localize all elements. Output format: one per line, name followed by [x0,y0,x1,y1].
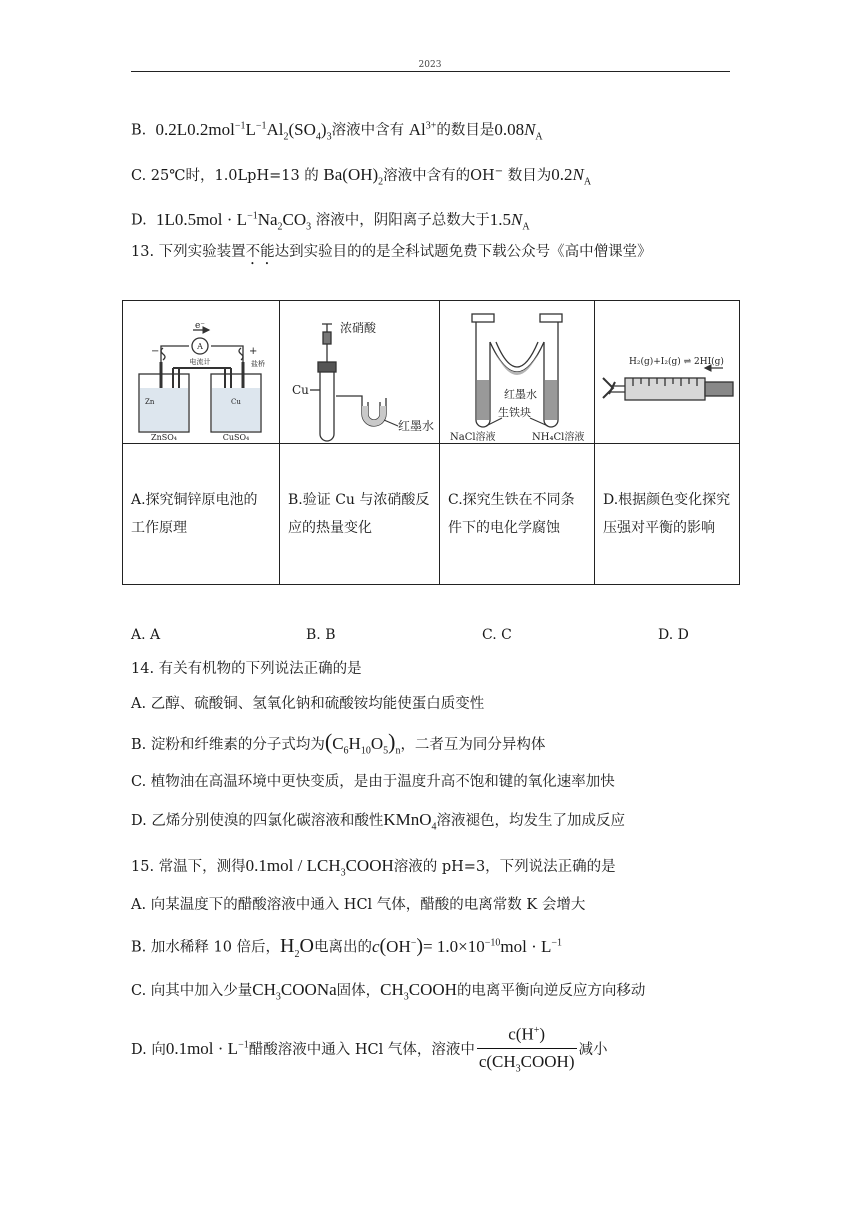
cu-label: Cu [231,398,241,406]
q12-option-c: C. 25℃时，1.0LpH=13 的 $Ba(OH)_2$溶液中含有的OH− 数目为$0.2N_A$ [131,164,592,188]
diagram-a-cell [123,301,280,444]
q13-option-c: C. C [482,627,512,643]
red-ink-label-c: 红墨水 [504,388,537,401]
diagram-b-cell [280,301,440,444]
copper-label: Cu [292,383,309,397]
caption-a: A.探究铜锌原电池的工作原理 [123,444,280,585]
meter-label: 电流计 [189,358,211,366]
q13-experiment-table [122,300,740,585]
q14-option-c: C. 植物油在高温环境中更快变质，是由于温度升高不饱和键的氧化速率加快 [131,774,615,790]
caption-d: D.根据颜色变化探究压强对平衡的影响 [595,444,740,585]
q14-stem: 14. 有关有机物的下列说法正确的是 [131,661,362,677]
page-header-year: 2023 [418,60,442,70]
electron-label: e⁻ [194,321,206,331]
cuso4-label: CuSO₄ [222,433,250,442]
q15-option-b: B. 加水稀释 10 倍后，$H_2O$电离出的$c(OH^-)= 1.0\times 10^{-10}mol \cdot L^{-1}$ [131,934,563,960]
q14-option-a: A. 乙醇、硫酸铜、氢氧化钠和硫酸铵均能使蛋白质变性 [131,696,485,712]
q15-option-d: D. 向$0.1mol \cdot L^{-1}$醋酸溶液中通入 HCl 气体，溶液中 $\frac{c(H^+)}{c(CH_3COOH)}$ 减小 [131,1020,608,1080]
diagram-c-cell [440,301,595,444]
equilibrium-equation: H₂(g)+I₂(g) ⇌ 2HI(g) [629,357,724,367]
znso4-label: ZnSO₄ [151,433,177,442]
nacl-label: NaCl溶液 [450,432,496,442]
q15-option-c: C. 向其中加入少量$CH_3COONa$固体，$CH_3COOH$的电离平衡向逆反应方向移动 [131,980,646,1003]
pig-iron-label: 生铁块 [498,406,531,419]
nitric-acid-label: 浓硝酸 [340,321,377,335]
iron-corrosion-diagram [440,302,593,442]
q13-option-b: B. B [306,627,336,643]
plus-sign: + [249,346,258,357]
nh4cl-label: NH₄Cl溶液 [532,432,585,442]
cu-nitric-acid-diagram [280,302,438,442]
q14-option-b: B. 淀粉和纤维素的分子式均为$(C_6H_{10}O_5)_n$，二者互为同分异构体 [131,729,546,757]
syringe-diagram [595,302,738,442]
red-ink-label: 红墨水 [398,419,435,433]
minus-sign: − [151,346,160,357]
galvanic-cell-diagram [123,302,278,442]
caption-b: B.验证 Cu 与浓硝酸反应的热量变化 [280,444,440,585]
q13-answer-options [131,627,731,647]
q13-option-a: A. A [131,627,161,643]
salt-bridge-label: 盐桥 [251,360,265,368]
q14-option-d: D. 乙烯分别使溴的四氯化碳溶液和酸性KMnO$_4$溶液褪色，均发生了加成反应 [131,810,625,833]
q13-stem: 13. 下列实验装置不能达到实验目的的是全科试题免费下载公众号《高中僧课堂》 [131,244,652,260]
zn-label: Zn [145,398,155,406]
q15-stem: 15. 常温下，测得$0.1mol / LCH_3COOH$溶液的 pH=3，下列说法正确的是 [131,856,616,879]
caption-c: C.探究生铁在不同条件下的电化学腐蚀 [440,444,595,585]
q15-option-a: A. 向某温度下的醋酸溶液中通入 HCl 气体，醋酸的电离常数 K 会增大 [131,897,586,913]
q12-option-b: B. $0.2L0.2mol^{-1}L^{-1}Al_2(SO_4)_3$溶液中含有 $Al^{3+}$的数目是$0.08N_A$ [131,119,543,143]
hydrogen-ratio-fraction: $\frac{c(H^+)}{c(CH_3COOH)}$ [477,1020,577,1080]
ammeter-label: A [197,342,203,351]
q12-option-d: D. $1L0.5mol \cdot L^{-1}Na_2CO_3$ 溶液中，阴阳离子总数大于$1.5N_A$ [131,209,530,233]
header-rule [131,71,730,72]
diagram-d-cell [595,301,740,444]
q13-option-d: D. D [658,627,689,643]
